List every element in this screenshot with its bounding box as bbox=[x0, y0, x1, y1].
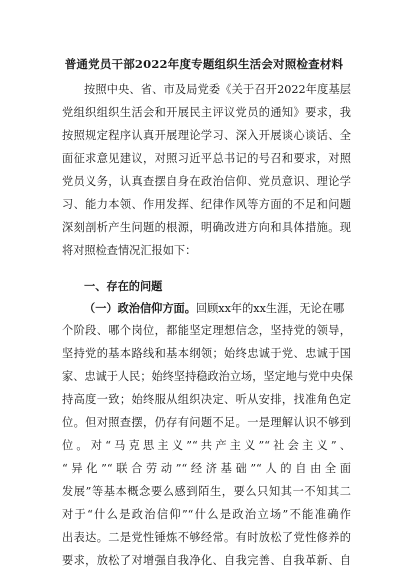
intro-line: 将对照检查情况汇报如下： bbox=[62, 244, 197, 257]
subsection-first-line-rest: 回顾xx年的xx生涯，无论在哪 bbox=[195, 302, 345, 315]
intro-line: 深刻剖析产生问题的根源，明确改进方向和具体措施。现 bbox=[62, 221, 351, 234]
intro-line: 按照中央、省、市及局党委《关于召开2022年度基层 bbox=[84, 83, 351, 96]
body-line: “异化”“联合劳动”“经济基础”“人的自由全面 bbox=[62, 462, 351, 475]
intro-line: 按照规定程序认真开展理论学习、深入开展谈心谈话、全 bbox=[62, 129, 351, 142]
subsection-first-line bbox=[84, 301, 351, 316]
body-line: 家、忠诚于人民；始终坚持稳政治立场，坚定地与党中央保 bbox=[62, 370, 353, 383]
body-line: 发展”等基本概念要么感到陌生，要么只知其一不知其二 bbox=[62, 485, 351, 498]
section-heading: 一、存在的问题 bbox=[84, 279, 163, 293]
body-line: 持高度一致；始终服从组织决定、听从安排，找准角色定 bbox=[62, 393, 351, 406]
body-line: 坚持党的基本路线和基本纲领；始终忠诚于党、忠诚于国 bbox=[62, 347, 351, 360]
body-line: 位。对“马克思主义”“共产主义”“社会主义”、 bbox=[62, 439, 351, 452]
intro-line: 党组织组织生活会和开展民主评议党员的通知》要求，我 bbox=[62, 106, 351, 119]
body-line: 个阶段、哪个岗位，都能坚定理想信念，坚持党的领导， bbox=[62, 324, 351, 337]
intro-line: 党员义务，认真查摆自身在政治信仰、党员意识、理论学 bbox=[62, 175, 351, 188]
document-title: 普通党员干部2022年度专题组织生活会对照检查材料 bbox=[64, 57, 344, 71]
body-line: 对于“什么是政治信仰”“什么是政治立场”不能准确作 bbox=[62, 508, 351, 521]
body-line: 要求，放松了对增强自我净化、自我完善、自我革新、自 bbox=[62, 554, 351, 567]
intro-line: 习、能力本领、作用发挥、纪律作风等方面的不足和问题 bbox=[62, 198, 351, 211]
body-line: 出表达。二是党性锤炼不够经常。有时放松了党性修养的 bbox=[62, 531, 351, 544]
intro-line: 面征求意见建议，对照习近平总书记的号召和要求，对照 bbox=[62, 152, 351, 165]
body-line: 位。但对照查摆，仍存有问题不足。一是理解认识不够到 bbox=[62, 416, 351, 429]
subsection-heading: （一）政治信仰方面。 bbox=[84, 301, 196, 315]
